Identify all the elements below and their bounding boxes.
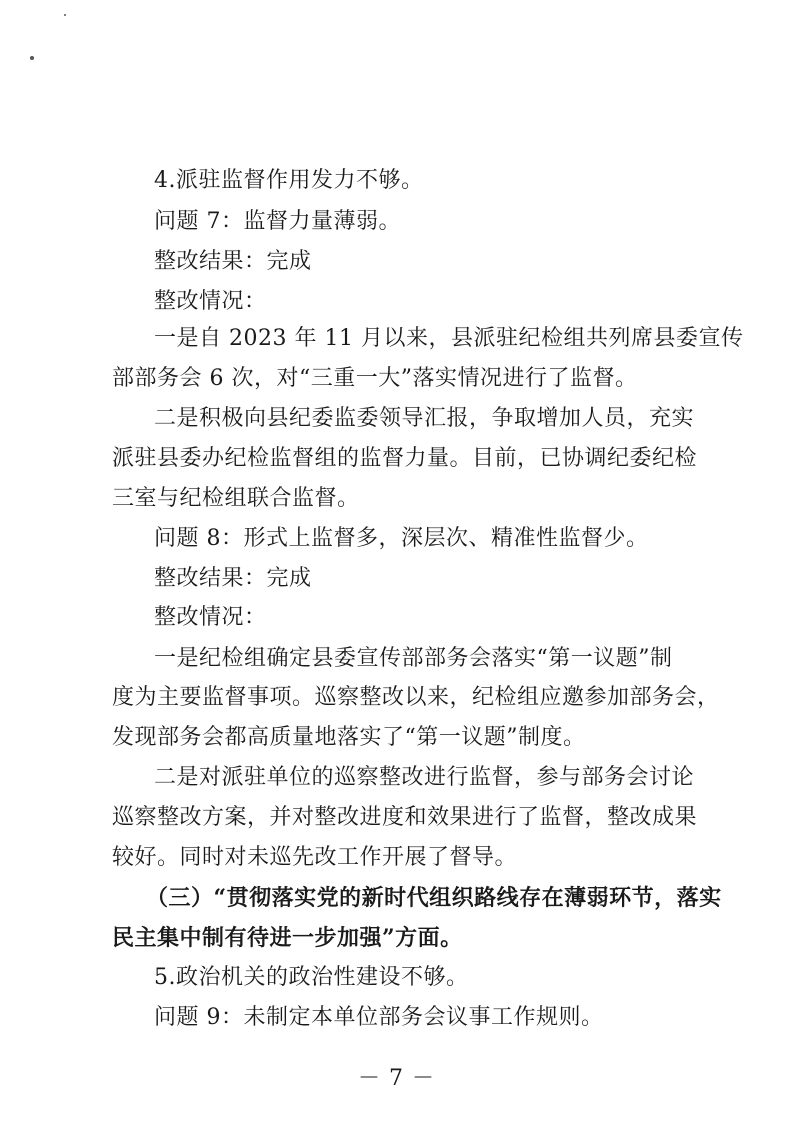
paragraph-line: 三室与纪检组联合监督。 (112, 486, 360, 511)
paragraph-line: 一是自 2023 年 11 月以来，县派驻纪检组共列席县委宣传 (154, 326, 744, 351)
page-number: － 7 － (358, 1066, 435, 1091)
issue-7-title: 问题 7：监督力量薄弱。 (154, 209, 401, 234)
issue-7-situation-label: 整改情况： (154, 289, 267, 314)
scan-speck (64, 14, 66, 16)
paragraph-line: 一是纪检组确定县委宣传部部务会落实“第一议题”制 (154, 646, 673, 671)
issue-8-situation-label: 整改情况： (154, 605, 267, 630)
paragraph-line: 二是积极向县纪委监委领导汇报，争取增加人员，充实 (154, 406, 695, 431)
paragraph-line: 较好。同时对未巡先改工作开展了督导。 (112, 845, 518, 870)
paragraph-line: 派驻县委办纪检监督组的监督力量。目前，已协调纪委纪检 (112, 446, 698, 471)
section-heading-4: 4.派驻监督作用发力不够。 (154, 168, 424, 193)
issue-8-title: 问题 8：形式上监督多，深层次、精准性监督少。 (154, 526, 649, 551)
section-heading-5: 5.政治机关的政治性建设不够。 (154, 965, 469, 990)
issue-9-title: 问题 9：未制定本单位部务会议事工作规则。 (154, 1005, 604, 1030)
paragraph-line: 部部务会 6 次，对“三重一大”落实情况进行了监督。 (112, 366, 638, 391)
paragraph-line: 二是对派驻单位的巡察整改进行监督，参与部务会讨论 (154, 765, 695, 790)
section-heading-3-cont: 民主集中制有待进一步加强”方面。 (112, 925, 463, 951)
scan-speck (30, 56, 34, 60)
paragraph-line: 发现部务会都高质量地落实了“第一议题”制度。 (112, 725, 586, 750)
issue-7-result: 整改结果：完成 (154, 249, 312, 274)
paragraph-line: 度为主要监督事项。巡察整改以来，纪检组应邀参加部务会， (112, 685, 720, 710)
section-heading-3: （三）“贯彻落实党的新时代组织路线存在薄弱环节，落实 (146, 885, 722, 911)
issue-8-result: 整改结果：完成 (154, 566, 312, 591)
paragraph-line: 巡察整改方案，并对整改进度和效果进行了监督，整改成果 (112, 805, 698, 830)
